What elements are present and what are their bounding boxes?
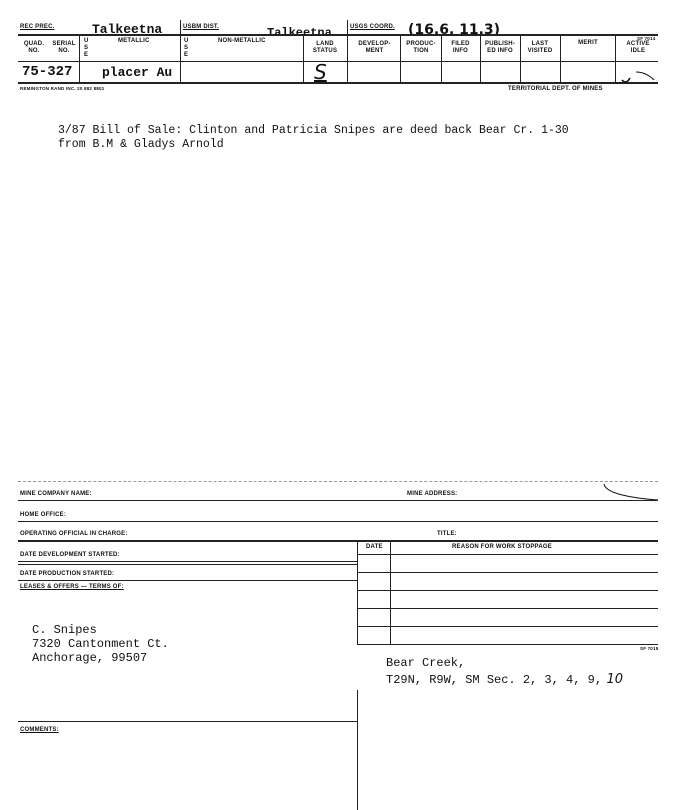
table-rule (357, 590, 658, 591)
use-metallic-letters: U S E (84, 38, 89, 58)
col-sep (303, 35, 304, 82)
table-rule (357, 626, 658, 627)
lower-card (0, 470, 678, 810)
header-rule-1 (18, 34, 658, 36)
header-card (0, 0, 678, 100)
printer-code: REMINGTON RAND INC. 20 882 8801 (20, 86, 105, 91)
home-office-label: HOME OFFICE: (20, 512, 67, 518)
table-rule (357, 644, 658, 645)
comments-label: COMMENTS: (20, 727, 59, 733)
title-label: TITLE: (437, 531, 457, 537)
col-sep (520, 35, 521, 82)
location-line-2: T29N, R9W, SM Sec. 2, 3, 4, 9, (386, 673, 603, 687)
note-line-2: from B.M & Gladys Arnold (58, 138, 224, 151)
col-sep (480, 35, 481, 82)
lower-col-divider (357, 690, 358, 810)
rec-prec-value: Talkeetna (92, 22, 163, 37)
quad-serial-value: 75-327 (22, 64, 73, 80)
location-line-1: Bear Creek, (386, 656, 466, 670)
col-sep (180, 20, 181, 82)
header-rule-3 (18, 82, 658, 84)
date-production-label: DATE PRODUCTION STARTED: (20, 571, 115, 577)
mine-address-label: MINE ADDRESS: (407, 491, 458, 497)
production-label: PRODUC-TION (406, 41, 436, 54)
active-idle-label: ACTIVE IDLE (626, 41, 650, 54)
col-sep (441, 35, 442, 82)
table-rule (357, 608, 658, 609)
mine-company-label: MINE COMPANY NAME: (20, 491, 92, 497)
owner-city-zip: Anchorage, 99507 (32, 651, 148, 665)
metallic-value: placer Au (102, 65, 173, 80)
row-rule (18, 521, 658, 522)
form-number-bottom: SF 7015 (640, 646, 659, 651)
serial-label: SERIAL NO. (52, 41, 76, 54)
card-corner-curl (600, 478, 660, 500)
metallic-label: METALLIC (118, 38, 150, 44)
merit-label: MERIT (578, 40, 598, 46)
comments-rule (18, 721, 357, 722)
usgs-coord-label: USGS COORD. (350, 24, 395, 30)
owner-street: 7320 Cantonment Ct. (32, 637, 169, 651)
reason-column-label: REASON FOR WORK STOPPAGE (452, 544, 552, 550)
col-sep (347, 20, 348, 82)
row-rule (18, 564, 357, 565)
owner-name: C. Snipes (32, 623, 97, 637)
header-rule-2 (18, 61, 658, 62)
land-status-label: LAND STATUS (312, 41, 338, 54)
location-handwritten-section: 10 (606, 672, 624, 687)
development-label: DEVELOP-MENT (358, 41, 391, 54)
published-info-label: PUBLISH-ED INFO (485, 41, 515, 54)
lower-card-edge (18, 481, 658, 482)
table-rule (357, 554, 658, 555)
table-rule (357, 572, 658, 573)
row-rule (18, 500, 658, 501)
col-sep (560, 35, 561, 82)
form-number-top: SF 7014 (637, 36, 656, 41)
active-idle-check-mark (612, 66, 662, 86)
col-sep (79, 35, 80, 82)
col-sep (400, 35, 401, 82)
quad-label: QUAD. NO. (23, 41, 45, 54)
territorial-dept-label: TERRITORIAL DEPT. OF MINES (508, 86, 603, 92)
use-nonmetallic-letters: U S E (184, 38, 189, 58)
leases-offers-label: LEASES & OFFERS — TERMS OF: (20, 584, 124, 590)
note-line-1: 3/87 Bill of Sale: Clinton and Patricia Snipes are deed back Bear Cr. 1-30 (58, 124, 569, 137)
operating-official-label: OPERATING OFFICIAL IN CHARGE: (20, 531, 128, 537)
nonmetallic-label: NON-METALLIC (218, 38, 266, 44)
row-rule (18, 540, 658, 542)
usgs-coord-value: (16.6, 11.3) (408, 22, 501, 38)
date-development-label: DATE DEVELOPMENT STARTED: (20, 552, 120, 558)
last-visited-label: LAST VISITED (527, 41, 553, 54)
land-status-value: S (314, 60, 327, 84)
usbm-dist-value: Talkeetna (267, 26, 332, 40)
table-col-sep (357, 540, 358, 644)
rec-prec-label: REC PREC. (20, 24, 55, 30)
row-rule (18, 580, 357, 581)
row-rule (18, 561, 357, 562)
filed-info-label: FILED INFO (451, 41, 470, 54)
table-col-sep (390, 540, 391, 644)
location-line-2-wrap (386, 670, 623, 688)
date-column-label: DATE (366, 544, 383, 550)
usbm-dist-label: USBM DIST. (183, 24, 220, 30)
